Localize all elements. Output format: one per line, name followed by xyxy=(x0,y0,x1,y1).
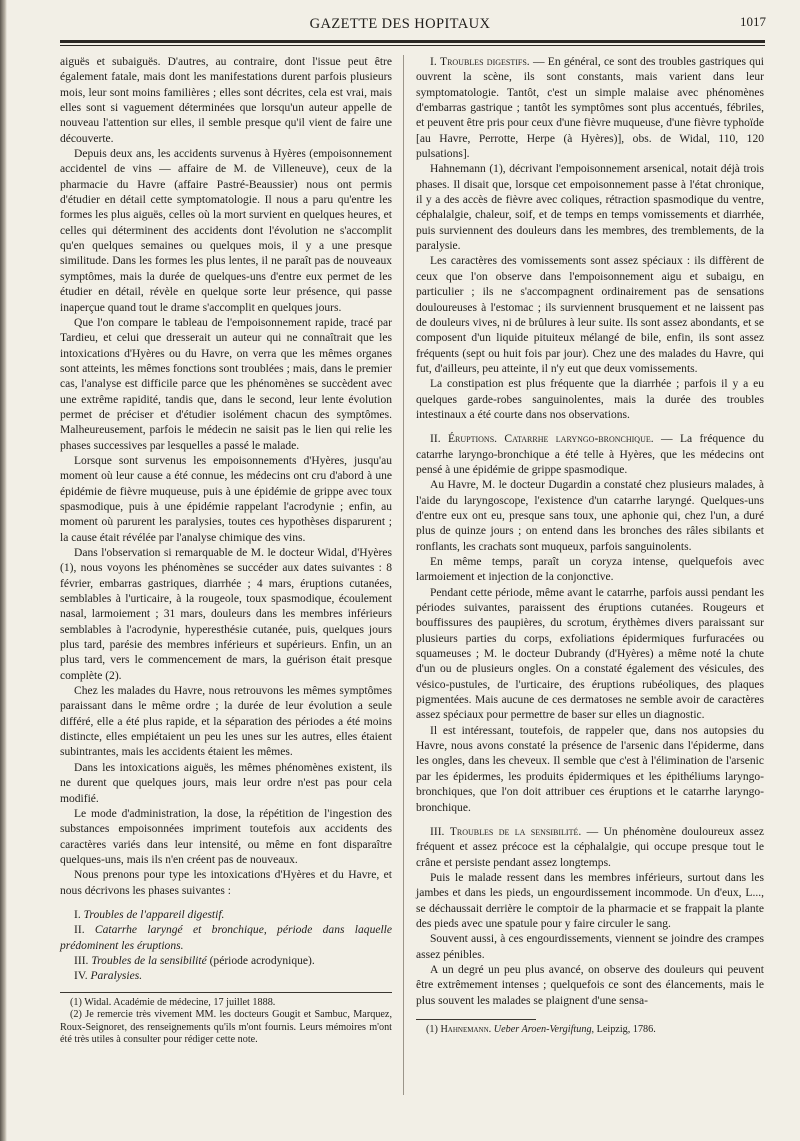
paragraph: Dans les intoxications aiguës, les mêmes phénomènes existent, ils ne durent que quelques jours, mais leur ordre n'est pas pour cela modifié. xyxy=(60,761,392,805)
paragraph: Au Havre, M. le docteur Dugardin a constaté chez plusieurs malades, à l'aide du laryngoscope, l'existence d'un catarrhe laryngé. Quelques-uns d'entre eux ont eu, presque sans toux, une aphonie qui, chez l'un, a duré plus de quinze jours ; on entend dans les bronches des râles sibilants et ronflants, les crachats sont muqueux, parfois sanguinolents. xyxy=(416,479,764,553)
section-number: II. xyxy=(430,433,441,446)
footnote-rule xyxy=(60,992,392,993)
list-number: IV. xyxy=(74,970,88,983)
footnote: (1) Hahnemann. Ueber Aroen-Vergiftung, Leipzig, 1786. xyxy=(426,1023,656,1035)
paragraph: Lorsque sont survenus les empoisonnements d'Hyères, jusqu'au moment où leur cause a été connue, les médecins ont cru d'abord à une épidémie de fièvre muqueuse, puis à une épidémie de grippe avec toux spasmodique, puis à une épidémie rappelant l'acrodynie ; enfin, au moment où parurent les paralysies, toutes ces hypothèses disparurent ; la cause était révélée par l'analyse chimique des vins. xyxy=(60,454,392,544)
section-heading: Troubles de la sensibilité. xyxy=(449,825,582,838)
paragraph: Dans l'observation si remarquable de M. le docteur Widal, d'Hyères (1), nous voyons les phénomènes se succéder aux dates suivantes : 8 février, embarras gastriques, diarrhée ; 4 mars, éruptions cutanées, semblables à l'urticaire, à la rougeole, toux spasmodique, écoulement nasal, larmoiement ; 31 mars, douleurs dans les membres inférieurs semblables à l'acrodynie, hyperesthésie cutanée, puis, quelques jours plus tard, parésie des membres inférieurs et supérieurs. Enfin, un an plus tard, vers le commencement de mars, la guérison était presque complète (2). xyxy=(60,547,392,682)
list-text: Catarrhe laryngé et bronchique, période dans laquelle prédominent les éruptions. xyxy=(60,924,393,952)
section-paragraph: II. Éruptions. Catarrhe laryngo-bronchique. — La fréquence du catarrhe laryngo-bronchique a été telle à Hyères, que les médecins ont pensé à une épidémie de grippe spasmodique. xyxy=(416,433,765,476)
header-rule-thick xyxy=(60,40,765,43)
list-text: Paralysies. xyxy=(90,970,143,983)
page-number: 1017 xyxy=(740,14,766,29)
paragraph: La fréquence du catarrhe laryngo-bronchique a été telle à Hyères, que les médecins ont pensé à une épidémie de grippe spasmodique. xyxy=(416,433,765,476)
list-item xyxy=(60,954,392,969)
paragraph: Il est intéressant, toutefois, de rappeler que, dans nos autopsies du Havre, nous avons constaté la présence de l'arsenic dans l'épiderme, dans les ongles, dans les cheveux. Il semble que c'est à l'élimination de l'arsenic par les épidermes, les produits épidermiques et les épithéliums laryngo-bronchiques, que l'on doit attribuer ces éruptions et le catarrhe laryngo-bronchique. xyxy=(416,724,764,814)
list-item xyxy=(60,923,392,954)
paragraph: En général, ce sont des troubles gastriques qui ouvrent la scène, ils sont constants, mais varient dans leur symptomatologie. Tantôt, c'est un simple malaise avec phénomènes d'embarras gastrique ; tantôt les symptômes sont plus accentués, fébriles, et peuvent être pris pour ceux d'une fièvre muqueuse, d'une fièvre typhoïde [au Havre, Perrotte, Herpe (à Hyères)], obs. de Widal, 110, 120 pulsations]. xyxy=(416,56,765,161)
section-number: I. xyxy=(430,56,437,68)
page-header xyxy=(60,14,766,38)
list-text: Troubles de l'appareil digestif. xyxy=(83,908,225,921)
paragraph: A un degré un peu plus avancé, on observe des douleurs qui peuvent être extrêmement intenses ; quelquefois ce sont des élancements, mais le plus souvent les malades se plaignent d'une sensa- xyxy=(416,963,764,1007)
list-text: Troubles de la sensibilité xyxy=(91,954,207,967)
section-heading: Troubles digestifs. xyxy=(440,56,530,68)
paragraph: Un phénomène douloureux assez fréquent et assez précoce est la céphalalgie, qui occupe presque tout le crâne et persiste pendant assez longtemps. xyxy=(416,825,764,869)
footnote: (2) Je remercie très vivement MM. les docteurs Gougit et Sambuc, Marquez, Roux-Seignoret, des renseignements qu'ils m'ont fournis. Leurs mémoires m'ont été très utiles à consulter pour rédiger cette note. xyxy=(60,1009,392,1046)
phase-list xyxy=(60,908,392,985)
paragraph: Hahnemann (1), décrivant l'empoisonnement arsenical, notait déjà trois phases. Il disait que, lorsque cet empoisonnement passe à l'état chronique, il y a des accès de fièvre avec coliques, rétraction spasmodique du ventre, céphalalgie, chaleur, soif, et de temps en temps vomissements et diarrhée, puis surviennent des douleurs dans les membres, des tremblements, de la paralysie. xyxy=(416,163,764,253)
paragraph: Puis le malade ressent dans les membres inférieurs, surtout dans les jambes et dans les pieds, un engourdissement incommode. Un d'eux, L..., se déchaussait derrière le comptoir de la pharmacie et se frappait la plante des pieds avec une spatule pour y faire circuler le sang. xyxy=(416,871,764,930)
paragraph: En même temps, paraît un coryza intense, quelquefois avec larmoiement et injection de la conjonctive. xyxy=(416,556,764,584)
paragraph: Que l'on compare le tableau de l'empoisonnement rapide, tracé par Tardieu, et celui que dresserait un auteur qui ne connaîtrait que les intoxications d'Hyères ou du Havre, on verra que les mêmes organes sont atteints, les mêmes fonctions sont troublées ; mais, dans le premier cas, l'analyse est difficile parce que les phénomènes se succèdent avec une extrême rapidité, tandis que, dans le second, leur lente évolution permet de préciser et d'étudier isolément chacun des symptômes. Malheureusement, parfois le médecin ne saisit pas le lien qui relie les phases successives par lesquelles a passé le malade. xyxy=(60,316,392,452)
footnote: (1) Widal. Académie de médecine, 17 juillet 1888. xyxy=(70,996,276,1008)
paragraph: Chez les malades du Havre, nous retrouvons les mêmes symptômes paraissant dans le même ordre ; la durée de leur évolution a seule différé, elle a été plus rapide, et la séparation des périodes a été moins distincte, elles empiétaient un peu les unes sur les autres, elles étaient subintrantes, mais les accidents étaient les mêmes. xyxy=(60,685,392,759)
column-divider xyxy=(403,55,404,1095)
running-title: GAZETTE DES HOPITAUX xyxy=(309,16,491,32)
paragraph: Le mode d'administration, la dose, la répétition de l'ingestion des substances empoisonnées impriment toutefois aux accidents des caractères variés dans leur intensité, ou même en font disparaître quelques-uns, mais ils n'en créent pas de nouveaux. xyxy=(60,807,392,866)
left-column xyxy=(60,55,392,1047)
section-number: III. xyxy=(430,825,445,838)
list-number: II. xyxy=(74,924,85,937)
paragraph: Les caractères des vomissements sont assez spéciaux : ils diffèrent de ceux que l'on observe dans l'empoisonnement aigu et subaigu, en particulier ; ils ne s'accompagnent ordinairement pas de sensations douloureuses à l'estomac ; ils surviennent brusquement et ne laissent pas de douleurs vives, ni de brûlures à leur suite. Ils sont assez abondants, et se composent d'un liquide pituiteux mélangé de bile, enfin, ils sont assez fréquents (sept ou huit fois par jour). Chez une des malades du Havre, qui fut, d'ailleurs, peu atteinte, il n'y eut que deux vomissements. xyxy=(416,255,764,375)
paragraph: Nous prenons pour type les intoxications d'Hyères et du Havre, et nous décrivons les phases suivantes : xyxy=(60,869,392,897)
list-number: I. xyxy=(74,908,81,921)
section-paragraph: III. Troubles de la sensibilité. — Un phénomène douloureux assez fréquent et assez précoce est la céphalalgie, qui occupe presque tout le crâne et persiste pendant assez longtemps. xyxy=(416,825,764,869)
paragraph: Pendant cette période, même avant le catarrhe, parfois aussi pendant les périodes suivantes, paraissent des éruptions cutanées. Rougeurs et bouffissures des paupières, du scrotum, érythèmes divers paraissant sur plusieurs parties du corps, exfoliations épidermiques furfuracées ou squameuses ; M. le docteur Dubrandy (d'Hyères) a même noté la chute d'un ou de plusieurs ongles. On a constaté également des vésicules, des vésico-pustules, de l'urticaire, des éruptions rubéoliques, des plaques pigmentées. Mais aucune de ces dermatoses ne semble avoir de caractères assez spéciaux pour permettre de baser sur elles un diagnostic. xyxy=(416,586,764,722)
page-binding-edge xyxy=(0,0,7,1141)
paragraph: aiguës et subaiguës. D'autres, au contraire, dont l'issue peut être également fatale, mais dont les manifestations durent parfois plusieurs mois, leur sont moins familières ; elles sont décrites, cela est vrai, mais elles sont si vaguement déterminées que lorsqu'un auteur appelle de nouveau l'attention sur elles, il semble presque qu'il vient de faire une découverte. xyxy=(60,56,392,145)
paragraph: La constipation est plus fréquente que la diarrhée ; parfois il y a eu quelques garde-robes sanguinolentes, mais la durée des troubles intestinaux a été courte dans nos observations. xyxy=(416,378,764,421)
list-number: III. xyxy=(74,954,89,967)
paragraph: Depuis deux ans, les accidents survenus à Hyères (empoisonnement accidentel de vins — affaire de M. de Villeneuve), ceux de la pharmacie du Havre (affaire Pastré-Beaussier) nous ont permis d'étudier en détail cette symptomatologie. Il nous a paru qu'entre les formes les plus aiguës, celles où la mort survient en quelques heures, et celles qui déterminent des accidents dont l'évolution ne s'accomplit qu'en quelques semaines ou quelques mois, il y a une presque similitude. Dans les formes les plus lentes, il ne paraît pas de nouveaux symptômes, mais la durée de quelques-uns d'entre eux permet de les étudier en détail, révèle en quelque sorte leur présence, qui passe inaperçue quand tout le drame s'accomplit en quelques jours. xyxy=(60,148,392,314)
list-item xyxy=(60,969,392,984)
header-rule-thin xyxy=(60,45,765,46)
paragraph: Souvent aussi, à ces engourdissements, viennent se joindre des crampes assez pénibles. xyxy=(416,933,764,961)
list-item xyxy=(60,908,392,923)
footnote-rule xyxy=(416,1019,536,1020)
section-heading: Éruptions. Catarrhe laryngo-bronchique. xyxy=(447,433,654,446)
list-suffix: (période acrodynique). xyxy=(206,954,315,967)
section-paragraph: I. Troubles digestifs. — En général, ce sont des troubles gastriques qui ouvrent la scène, ils sont constants, mais varient dans leur symptomatologie. Tantôt, c'est un simple malaise avec phénomènes d'embarras gastrique ; tantôt les symptômes sont plus accentués, fébriles, et peuvent être pris pour ceux d'une fièvre muqueuse, d'une fièvre typhoïde [au Havre, Perrotte, Herpe (à Hyères)], obs. de Widal, 110, 120 pulsations]. xyxy=(416,56,765,161)
right-column xyxy=(416,55,764,1037)
